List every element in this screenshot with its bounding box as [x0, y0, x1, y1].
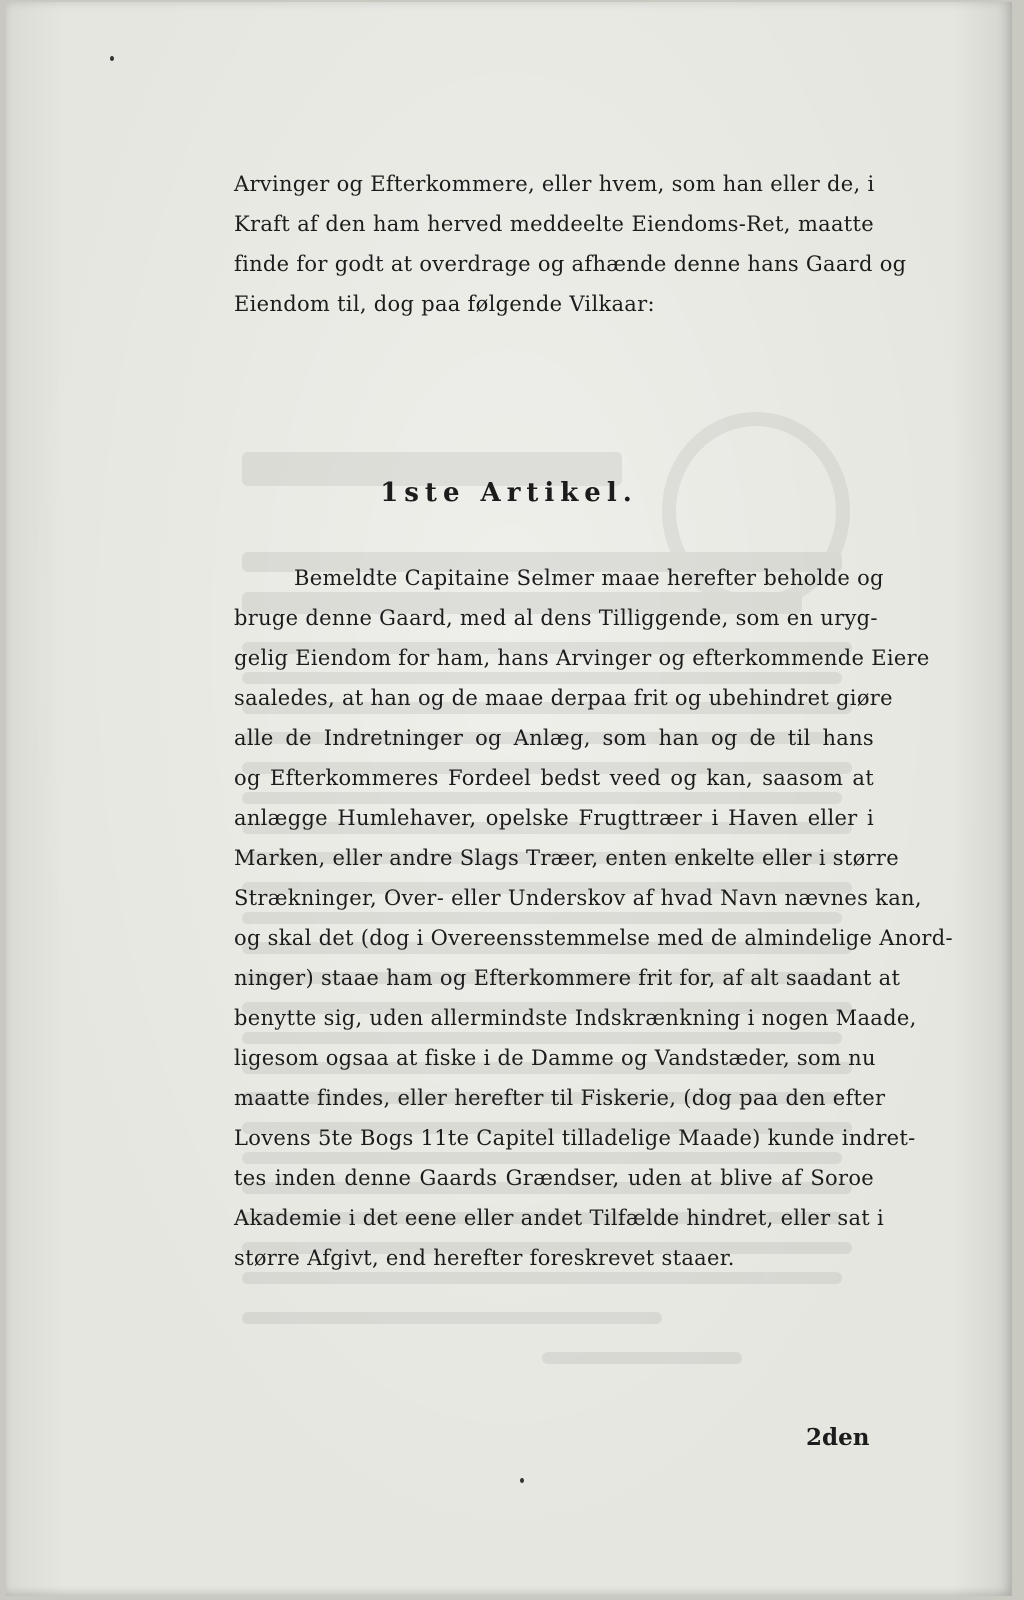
text-line: alle de Indretninger og Anlæg, som han og de til hans	[234, 726, 874, 750]
text-line: bruge denne Gaard, med al dens Tilliggende, som en uryg-	[234, 606, 878, 630]
text-line: Eiendom til, dog paa følgende Vilkaar:	[234, 292, 655, 316]
text-line: benytte sig, uden allermindste Indskrænkning i nogen Maade,	[234, 1006, 917, 1030]
text-line: Strækninger, Over- eller Underskov af hvad Navn nævnes kan,	[234, 886, 922, 910]
text-line: gelig Eiendom for ham, hans Arvinger og efterkommende Eiere	[234, 646, 930, 670]
paper-speck	[110, 56, 114, 61]
document-page	[6, 2, 1012, 1596]
text-line: Kraft af den ham herved meddeelte Eiendoms-Ret, maatte	[234, 212, 874, 236]
text-line: anlægge Humlehaver, opelske Frugttræer i Haven eller i	[234, 806, 874, 830]
text-line: ligesom ogsaa at fiske i de Damme og Vandstæder, som nu	[234, 1046, 876, 1070]
text-line: finde for godt at overdrage og afhænde denne hans Gaard og	[234, 252, 907, 276]
catchword: 2den	[806, 1424, 870, 1451]
text-line: større Afgivt, end herefter foreskrevet staaer.	[234, 1246, 735, 1270]
text-line: Lovens 5te Bogs 11te Capitel tilladelige Maade) kunde indret-	[234, 1126, 916, 1150]
text-line: Marken, eller andre Slags Træer, enten enkelte eller i større	[234, 846, 899, 870]
text-line: tes inden denne Gaards Grændser, uden at blive af Soroe	[234, 1166, 874, 1190]
text-line: og Efterkommeres Fordeel bedst veed og kan, saasom at	[234, 766, 874, 790]
text-line: Akademie i det eene eller andet Tilfælde hindret, eller sat i	[234, 1206, 885, 1230]
text-line: og skal det (dog i Overeensstemmelse med de almindelige Anord-	[234, 926, 953, 950]
article-paragraph	[234, 558, 953, 1278]
text-line: maatte findes, eller herefter til Fiskerie, (dog paa den efter	[234, 1086, 886, 1110]
text-line: saaledes, at han og de maae derpaa frit og ubehindret giøre	[234, 686, 893, 710]
text-line: Bemeldte Capitaine Selmer maae herefter beholde og	[294, 566, 884, 590]
article-heading: 1ste Artikel.	[380, 478, 638, 508]
text-line: ninger) staae ham og Efterkommere frit for, af alt saadant at	[234, 966, 901, 990]
intro-paragraph	[234, 164, 907, 324]
paper-speck	[520, 1478, 524, 1483]
text-line: Arvinger og Efterkommere, eller hvem, som han eller de, i	[234, 172, 875, 196]
